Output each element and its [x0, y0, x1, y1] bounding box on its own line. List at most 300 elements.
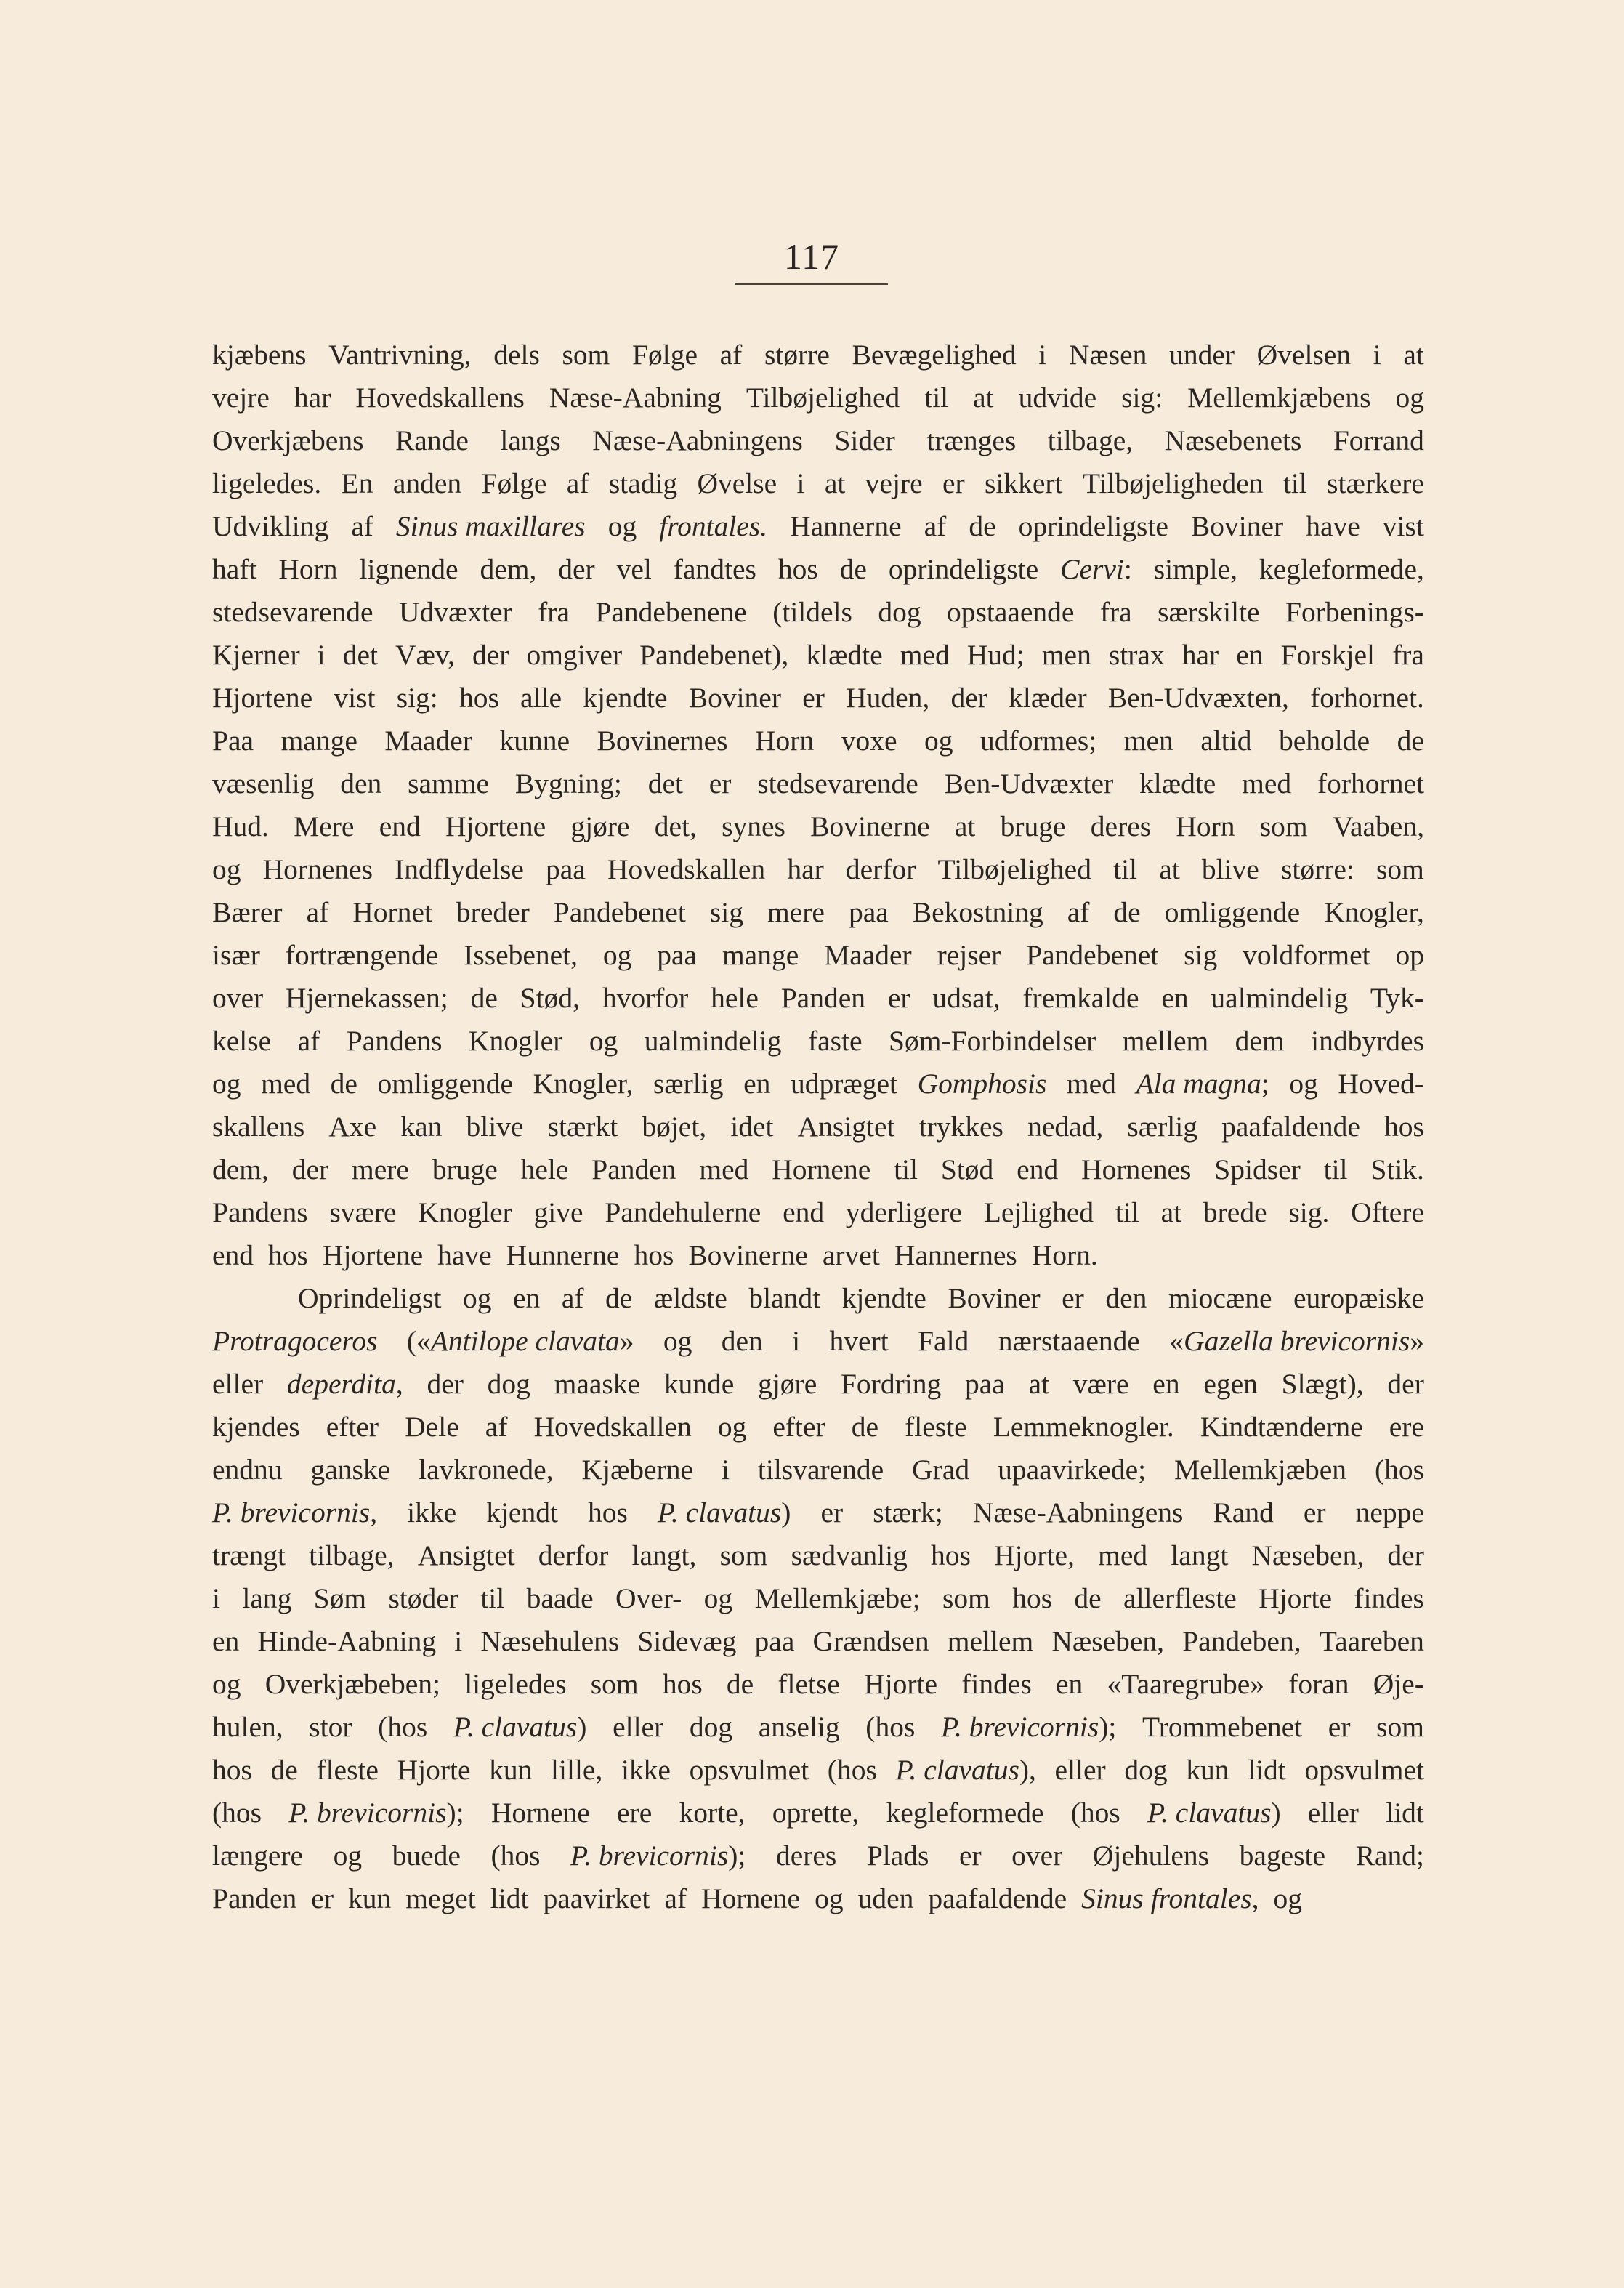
- word: de: [605, 1282, 633, 1314]
- word: har: [1181, 639, 1219, 671]
- word: breder: [456, 896, 530, 928]
- word: Panden: [591, 1153, 676, 1185]
- text-line: [212, 462, 1424, 505]
- word: (hos: [490, 1840, 541, 1872]
- word: Huden,: [846, 682, 930, 714]
- text-line: [212, 419, 1424, 462]
- word: udformes;: [980, 725, 1097, 757]
- word: væsenlig: [212, 768, 315, 799]
- word: efter: [772, 1411, 825, 1443]
- word: mellem: [947, 1625, 1034, 1657]
- word: Hjorte,: [994, 1539, 1075, 1571]
- word: til: [894, 1153, 918, 1185]
- word: Søm: [313, 1582, 367, 1614]
- word: i: [721, 1454, 730, 1486]
- word: Kjæberne: [581, 1454, 694, 1486]
- word: alle: [520, 682, 562, 714]
- word: fleste: [905, 1411, 967, 1443]
- word: hos: [1012, 1582, 1053, 1614]
- word: Sinus maxillares: [395, 510, 586, 542]
- word: Lejlighed: [983, 1196, 1094, 1228]
- word: sædvanlig: [791, 1539, 908, 1571]
- word: og: [924, 725, 953, 757]
- word: paa: [657, 939, 698, 971]
- word: hos: [634, 1239, 674, 1271]
- word: Hovedskallens: [355, 382, 525, 414]
- word: langt,: [631, 1539, 697, 1571]
- word: og: [333, 1840, 363, 1872]
- word: til: [924, 382, 949, 414]
- word: bageste: [1239, 1840, 1326, 1872]
- word: nedad,: [1027, 1111, 1104, 1143]
- word: under: [1169, 339, 1235, 371]
- word: Hornene: [701, 1882, 801, 1914]
- word: der: [427, 1368, 464, 1400]
- word: dog: [1124, 1754, 1168, 1786]
- word: og: [212, 1068, 241, 1100]
- word: kan: [400, 1111, 443, 1143]
- word: hos: [212, 1754, 252, 1786]
- word: særskilte: [1158, 596, 1260, 628]
- word: mere: [767, 896, 825, 928]
- word: af: [485, 1411, 508, 1443]
- word: og: [1289, 1068, 1318, 1100]
- word: er: [708, 768, 732, 799]
- word: i: [1373, 339, 1381, 371]
- word: fletse: [777, 1668, 840, 1700]
- word: dem: [1235, 1025, 1285, 1057]
- word: Følge: [481, 467, 547, 499]
- word: Boviner: [1190, 510, 1284, 542]
- word: kun: [489, 1754, 533, 1786]
- word: hulen,: [212, 1711, 283, 1743]
- word: Ansigtet: [797, 1111, 895, 1143]
- word: der: [291, 1153, 329, 1185]
- word: (tildels: [772, 596, 852, 628]
- word: have: [1306, 510, 1360, 542]
- word: dog: [487, 1368, 530, 1400]
- word: deres: [1090, 810, 1152, 842]
- word: af: [297, 1025, 320, 1057]
- word: sikkert: [984, 467, 1063, 499]
- word: en: [513, 1282, 541, 1314]
- page-number: 117: [783, 236, 840, 277]
- word: Hud.: [212, 810, 269, 842]
- word: ikke: [407, 1497, 457, 1528]
- word: at: [973, 382, 994, 414]
- word: blandt: [748, 1282, 821, 1314]
- word: Boviner: [688, 682, 781, 714]
- word: stærk;: [873, 1497, 943, 1528]
- word: hos: [1384, 1111, 1424, 1143]
- word: udvide: [1018, 382, 1097, 414]
- word: skallens: [212, 1111, 305, 1143]
- word: Hud;: [966, 639, 1025, 671]
- word: Spidser: [1214, 1153, 1301, 1185]
- word: de: [851, 1411, 879, 1443]
- text-line: [212, 334, 1424, 376]
- word: det,: [654, 810, 697, 842]
- word: lignende: [359, 553, 458, 585]
- word: er: [1303, 1497, 1326, 1528]
- word: Horn: [1176, 810, 1235, 842]
- word: Hjortene: [445, 810, 546, 842]
- word: og: [463, 1282, 492, 1314]
- word: trængt: [212, 1539, 286, 1571]
- word: er: [311, 1882, 334, 1914]
- word: paavirket: [543, 1882, 650, 1914]
- text-line: [212, 634, 1424, 677]
- word: har: [294, 382, 331, 414]
- word: Stød: [940, 1153, 994, 1185]
- word: at: [1028, 1368, 1050, 1400]
- word: forhornet.: [1310, 682, 1424, 714]
- word: er: [820, 1497, 844, 1528]
- word: Hjorte: [397, 1754, 471, 1786]
- word: længere: [212, 1840, 304, 1872]
- word: stedsevarende: [212, 596, 373, 628]
- word: Pandehulerne: [605, 1196, 761, 1228]
- word: faste: [807, 1025, 863, 1057]
- word: Næse-Aabning: [549, 382, 722, 414]
- word: stadig: [608, 467, 678, 499]
- word: klædte: [1139, 768, 1216, 799]
- word: til: [1323, 1153, 1348, 1185]
- word: oprindeligste: [1018, 510, 1168, 542]
- word: en: [1055, 1668, 1083, 1700]
- word: støder: [388, 1582, 458, 1614]
- word: end: [212, 1239, 254, 1271]
- word: upaavirkede;: [998, 1454, 1147, 1486]
- word: klæder: [1009, 682, 1087, 714]
- word: dels: [493, 339, 540, 371]
- word: have: [437, 1239, 492, 1271]
- word: (hos: [378, 1711, 428, 1743]
- word: Hannernes: [894, 1239, 1017, 1271]
- text-line: [212, 977, 1424, 1020]
- word: ere: [617, 1797, 653, 1829]
- word: deres: [775, 1840, 837, 1872]
- text-line: [212, 762, 1424, 805]
- word: lidt: [1248, 1754, 1286, 1786]
- word: findes: [961, 1668, 1032, 1700]
- word: P. clavatus): [657, 1497, 791, 1528]
- word: En: [341, 467, 373, 499]
- word: Fald: [918, 1325, 969, 1357]
- word: Overkjæbeben;: [264, 1668, 441, 1700]
- text-line: [212, 934, 1424, 977]
- word: eller: [613, 1711, 664, 1743]
- word: Vaaben,: [1332, 810, 1424, 842]
- word: kjæbens: [212, 339, 307, 371]
- word: simple,: [1153, 553, 1237, 585]
- word: derfor: [845, 853, 916, 885]
- word: kegleformede: [886, 1797, 1044, 1829]
- text-line: [212, 1749, 1424, 1792]
- word: Øvelsen: [1256, 339, 1352, 371]
- word: blive: [466, 1111, 524, 1143]
- word: som: [942, 1582, 990, 1614]
- word: ere: [1389, 1411, 1424, 1443]
- word: altid: [1200, 725, 1252, 757]
- word: Stød,: [520, 982, 580, 1014]
- word: omliggende: [1164, 896, 1301, 928]
- word: Bovinernes: [597, 725, 728, 757]
- word: Pandens: [346, 1025, 443, 1057]
- word: opstaaende: [946, 596, 1075, 628]
- word: af: [561, 1282, 584, 1314]
- word: af: [664, 1882, 687, 1914]
- word: især: [212, 939, 260, 971]
- word: og: [589, 1025, 618, 1057]
- word: Bekostning: [912, 896, 1043, 928]
- word: er: [942, 467, 965, 499]
- word: trykkes: [918, 1111, 1003, 1143]
- word: Forbenings-: [1285, 596, 1424, 628]
- word: Hornene: [490, 1797, 590, 1829]
- word: kun: [1186, 1754, 1229, 1786]
- word: Kjerner: [212, 639, 300, 671]
- word: der: [950, 682, 987, 714]
- word: Tilbøjeligheden: [1082, 467, 1264, 499]
- word: Grændsen: [812, 1625, 929, 1657]
- word: ualmindelig: [1211, 982, 1349, 1014]
- word: Ansigtet: [417, 1539, 515, 1571]
- word: Næsehulens: [480, 1625, 620, 1657]
- word: udpræget: [790, 1068, 897, 1100]
- text-line: [212, 1148, 1424, 1191]
- word: der: [1387, 1368, 1424, 1400]
- word: den: [340, 768, 382, 799]
- word: voxe: [841, 725, 897, 757]
- word: hos: [931, 1539, 971, 1571]
- text-line: [212, 848, 1424, 891]
- word: Kindtænderne: [1200, 1411, 1363, 1443]
- word: miocæne: [1168, 1282, 1272, 1314]
- word: svære: [329, 1196, 397, 1228]
- word: Bygning;: [514, 768, 622, 799]
- word: fortrængende: [285, 939, 439, 971]
- word: kunde: [663, 1368, 735, 1400]
- word: («Antilope clavata»: [406, 1325, 634, 1357]
- word: Maader: [384, 725, 472, 757]
- word: over: [212, 982, 264, 1014]
- word: og: [212, 853, 241, 885]
- word: Maader: [824, 939, 912, 971]
- word: trænges: [926, 424, 1017, 456]
- word: er: [1328, 1711, 1351, 1743]
- word: kegleformede,: [1259, 553, 1424, 585]
- text-line: [212, 1706, 1424, 1749]
- word: med: [1242, 768, 1292, 799]
- word: bruge: [432, 1153, 498, 1185]
- word: stedsevarende: [757, 768, 918, 799]
- body-text: [212, 334, 1424, 1920]
- word: sig:: [1121, 382, 1163, 414]
- word: eller: [1307, 1797, 1359, 1829]
- word: P. clavatus): [453, 1711, 587, 1743]
- word: oprette,: [772, 1797, 860, 1829]
- word: i: [317, 639, 326, 671]
- word: gjøre: [570, 810, 630, 842]
- word: at: [954, 810, 976, 842]
- text-line: [212, 1577, 1424, 1620]
- word: samme: [408, 768, 490, 799]
- word: eller: [212, 1368, 264, 1400]
- word: i: [796, 467, 805, 499]
- word: Vantrivning,: [328, 339, 472, 371]
- word: hos: [777, 553, 818, 585]
- word: at: [824, 467, 846, 499]
- word: af: [719, 339, 743, 371]
- word: P. brevicornis,: [212, 1497, 378, 1528]
- word: Oftere: [1351, 1196, 1424, 1228]
- word: Hornenes: [262, 853, 373, 885]
- word: voldformet: [1243, 939, 1370, 971]
- word: anden: [392, 467, 462, 499]
- word: af: [566, 467, 589, 499]
- word: Dele: [405, 1411, 459, 1443]
- text-line: [212, 1020, 1424, 1063]
- word: eller: [1054, 1754, 1106, 1786]
- word: der: [558, 553, 595, 585]
- word: tilbage,: [309, 1539, 395, 1571]
- word: en: [1161, 982, 1189, 1014]
- word: Næse-Aabningens: [972, 1497, 1184, 1528]
- word: Øjehulens: [1092, 1840, 1210, 1872]
- word: vejre: [865, 467, 923, 499]
- word: Oprindeligst: [298, 1282, 442, 1314]
- word: rejser: [937, 939, 1001, 971]
- word: hvorfor: [602, 982, 689, 1014]
- text-line: [212, 1792, 1424, 1834]
- word: at: [1160, 1196, 1182, 1228]
- word: Plads: [866, 1840, 929, 1872]
- word: Cervi:: [1060, 553, 1132, 585]
- text-line: [212, 1105, 1424, 1148]
- word: er: [958, 1840, 982, 1872]
- word: deperdita,: [286, 1368, 403, 1400]
- word: efter: [326, 1411, 379, 1443]
- text-line: [212, 505, 1424, 548]
- word: strax: [1108, 639, 1165, 671]
- word: sig.: [1288, 1196, 1330, 1228]
- word: gjøre: [758, 1368, 817, 1400]
- word: hvert: [829, 1325, 889, 1357]
- word: af: [1067, 896, 1090, 928]
- word: paa: [754, 1625, 795, 1657]
- word: Panden: [212, 1882, 297, 1914]
- word: Ala magna;: [1136, 1068, 1269, 1100]
- word: de: [969, 510, 996, 542]
- word: i: [1038, 339, 1047, 371]
- text-line: [212, 891, 1424, 934]
- word: de: [470, 982, 498, 1014]
- word: Tilbøjelighed: [746, 382, 900, 414]
- word: Sider: [834, 424, 895, 456]
- text-line: [212, 677, 1424, 720]
- word: er: [887, 982, 910, 1014]
- word: Bevægelighed: [852, 339, 1017, 371]
- word: vist: [1382, 510, 1424, 542]
- word: «Taaregrube»: [1107, 1668, 1265, 1700]
- page-number-rule: [735, 283, 888, 285]
- word: (hos: [212, 1797, 262, 1829]
- word: baade: [526, 1582, 594, 1614]
- word: endnu: [212, 1454, 283, 1486]
- word: stærkere: [1327, 467, 1424, 499]
- text-line: [212, 591, 1424, 634]
- word: Pandeben,: [1182, 1625, 1301, 1657]
- word: (hos: [865, 1711, 916, 1743]
- word: Protragoceros: [212, 1325, 378, 1357]
- word: mere: [352, 1153, 409, 1185]
- word: opsvulmet: [689, 1754, 809, 1786]
- word: vist: [334, 682, 376, 714]
- word: Knogler: [418, 1196, 512, 1228]
- word: Næsebenets: [1164, 424, 1302, 456]
- word: paa: [848, 896, 889, 928]
- word: Hoved-: [1338, 1068, 1424, 1100]
- word: sig:: [396, 682, 438, 714]
- word: Axe: [328, 1111, 377, 1143]
- word: sig: [1184, 939, 1218, 971]
- word: større: [764, 339, 830, 371]
- word: de: [839, 553, 867, 585]
- word: som: [562, 339, 610, 371]
- word: Fordring: [840, 1368, 942, 1400]
- word: Stik.: [1370, 1153, 1424, 1185]
- word: Hannerne: [790, 510, 902, 542]
- word: egen: [1203, 1368, 1258, 1400]
- word: Udvikling: [212, 510, 329, 542]
- word: og: [607, 510, 637, 542]
- word: klædte: [806, 639, 883, 671]
- word: Horn.: [1031, 1239, 1098, 1271]
- word: Pandebenene: [595, 596, 747, 628]
- word: en: [212, 1625, 240, 1657]
- word: Forrand: [1333, 424, 1424, 456]
- word: Trommebenet: [1142, 1711, 1303, 1743]
- word: Knogler,: [533, 1068, 634, 1100]
- text-line: [212, 1449, 1424, 1491]
- word: hele: [520, 1153, 569, 1185]
- word: kelse: [212, 1025, 272, 1057]
- word: og: [212, 1668, 241, 1700]
- word: Panden: [780, 982, 865, 1014]
- word: det: [342, 639, 378, 671]
- word: det: [647, 768, 683, 799]
- word: Hornenes: [1081, 1153, 1192, 1185]
- word: korte,: [679, 1797, 746, 1829]
- word: være: [1072, 1368, 1129, 1400]
- text-line: [212, 376, 1424, 419]
- word: Hjernekassen;: [286, 982, 448, 1014]
- word: fra: [1392, 639, 1424, 671]
- word: Mere: [294, 810, 355, 842]
- word: omgiver: [526, 639, 623, 671]
- word: Sinus frontales,: [1081, 1882, 1259, 1914]
- word: fremkalde: [1022, 982, 1139, 1014]
- word: Horn: [278, 553, 338, 585]
- word: hos: [662, 1668, 703, 1700]
- word: og: [663, 1325, 692, 1357]
- word: Forskjel: [1280, 639, 1375, 671]
- word: beholde: [1279, 725, 1370, 757]
- word: i: [454, 1625, 463, 1657]
- word: sig: [709, 896, 743, 928]
- word: dog: [689, 1711, 733, 1743]
